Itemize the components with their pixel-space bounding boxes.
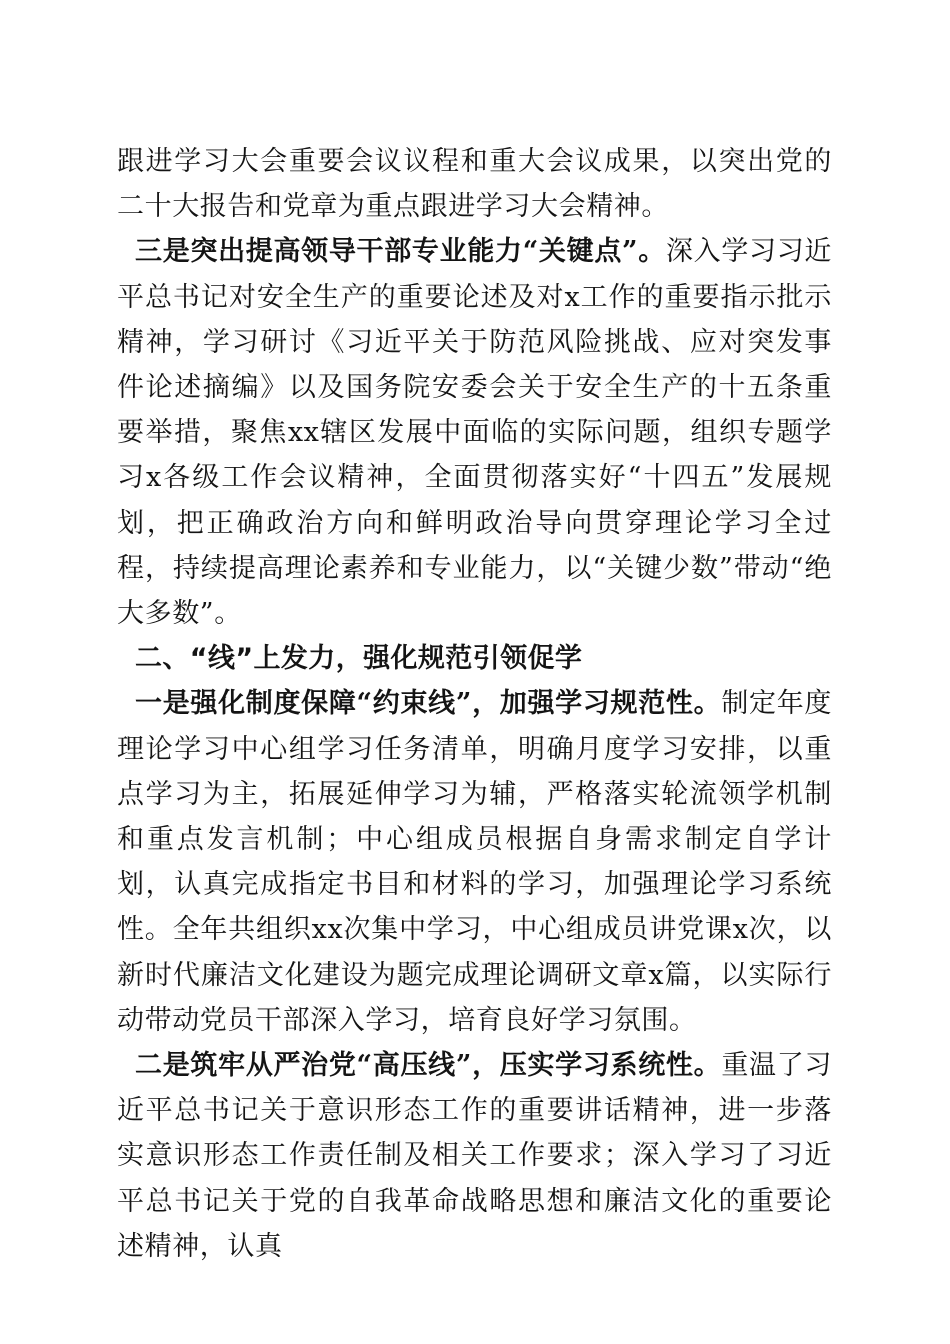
paragraph-constraint-line [117, 681, 832, 1043]
paragraph-lead: 一是强化制度保障“约束线”，加强学习规范性。 [135, 688, 722, 720]
paragraph-key-point [117, 229, 832, 636]
paragraph-lead: 二是筑牢从严治党“高压线”，压实学习系统性。 [135, 1050, 722, 1082]
section-heading: 二、“线”上发力，强化规范引领促学 [135, 643, 583, 675]
paragraph-high-pressure-line [117, 1043, 832, 1269]
paragraph-continuation [117, 139, 832, 229]
paragraph-lead: 三是突出提高领导干部专业能力“关键点”。 [135, 236, 666, 268]
paragraph-text: 制定年度理论学习中心组学习任务清单，明确月度学习安排，以重点学习为主，拓展延伸学习为辅，严格落实轮流领学机制和重点发言机制；中心组成员根据自身需求制定自学计划，认真完成指定书目和材料的学习，加强理论学习系统性。全年共组织xx次集中学习，中心组成员讲党课x次，以新时代廉洁文化建设为题完成理论调研文章x篇，以实际行动带动党员干部深入学习，培育良好学习氛围。 [117, 688, 832, 1036]
paragraph-text: 重温了习近平总书记关于意识形态工作的重要讲话精神，进一步落实意识形态工作责任制及相关工作要求；深入学习了习近平总书记关于党的自我革命战略思想和廉洁文化的重要论述精神，认真 [117, 1050, 832, 1262]
paragraph-text: 深入学习习近平总书记对安全生产的重要论述及对x工作的重要指示批示精神，学习研讨《习近平关于防范风险挑战、应对突发事件论述摘编》以及国务院安委会关于安全生产的十五条重要举措，聚焦xx辖区发展中面临的实际问题，组织专题学习x各级工作会议精神，全面贯彻落实好“十四五”发展规划，把正确政治方向和鲜明政治导向贯穿理论学习全过程，持续提高理论素养和专业能力，以“关键少数”带动“绝大多数”。 [117, 236, 833, 630]
document-body [117, 139, 832, 1269]
paragraph-text: 跟进学习大会重要会议议程和重大会议成果，以突出党的二十大报告和党章为重点跟进学习大会精神。 [117, 146, 832, 223]
